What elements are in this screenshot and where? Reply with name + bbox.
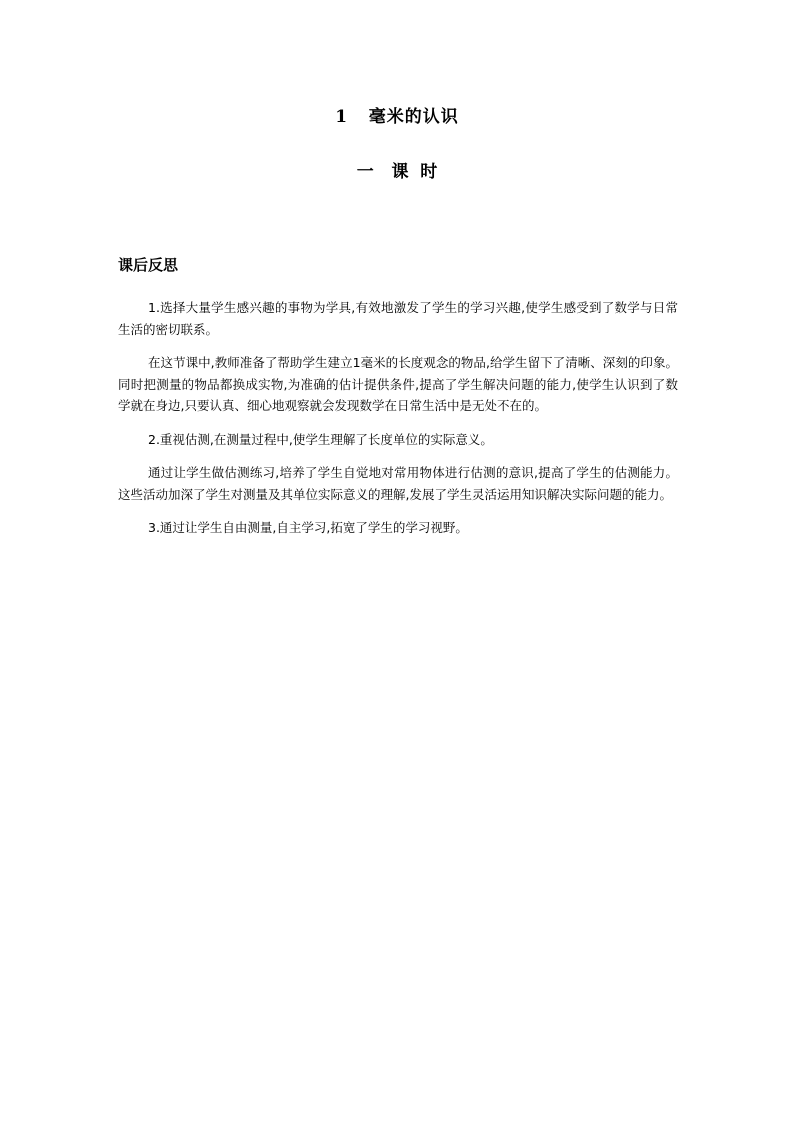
reflection-body	[118, 297, 678, 551]
section-heading: 课后反思	[118, 256, 179, 274]
paragraph-1: 1.选择大量学生感兴趣的事物为学具,有效地激发了学生的学习兴趣,使学生感受到了数学与日常生活的密切联系。	[118, 300, 678, 337]
lesson-subtitle: 一 课 时	[356, 162, 438, 182]
paragraph-3: 2.重视估测,在测量过程中,使学生理解了长度单位的实际意义。	[148, 431, 493, 447]
paragraph-4: 通过让学生做估测练习,培养了学生自觉地对常用物体进行估测的意识,提高了学生的估测能力。这些活动加深了学生对测量及其单位实际意义的理解,发展了学生灵活运用知识解决实际问题的能力。	[118, 465, 678, 502]
paragraph-5: 3.通过让学生自由测量,自主学习,拓宽了学生的学习视野。	[148, 520, 468, 535]
lesson-title: 1 毫米的认识	[335, 107, 459, 127]
paragraph-2: 在这节课中,教师准备了帮助学生建立1毫米的长度观念的物品,给学生留下了清晰、深刻的印象。同时把测量的物品都换成实物,为准确的估计提供条件,提高了学生解决问题的能力,使学生认识到了数学就在身边,只要认真、细心地观察就会发现数学在日常生活中是无处不在的。	[118, 355, 678, 413]
